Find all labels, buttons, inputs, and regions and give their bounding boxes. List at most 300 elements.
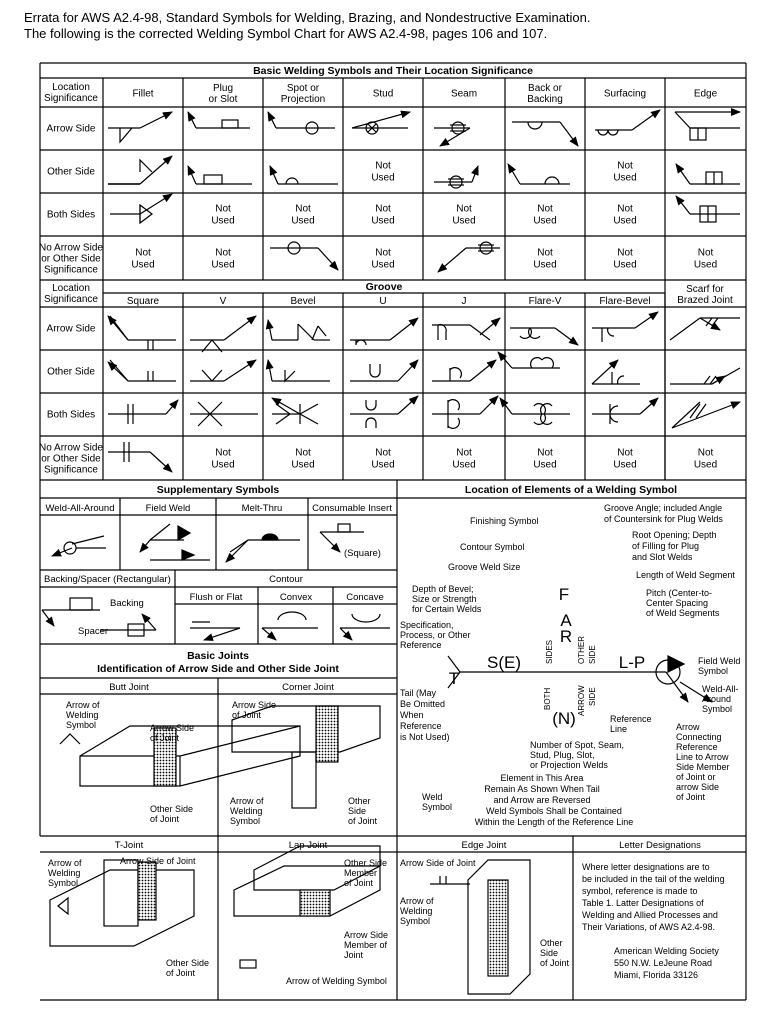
- reference-line: [470, 325, 490, 340]
- spacer-label: Spacer: [78, 626, 109, 637]
- groove-column-header: Flare-Bevel: [599, 296, 651, 307]
- not-used-label: Used: [613, 172, 637, 184]
- label: When: [400, 710, 424, 720]
- supplementary-header: Consumable Insert: [312, 503, 392, 514]
- backing-spacer-header: Backing/Spacer (Rectangular): [44, 574, 171, 585]
- letter-designations-title: Letter Designations: [619, 840, 701, 851]
- groove-row-label: Other Side: [47, 366, 95, 378]
- location-elements-title: Location of Elements of a Welding Symbol: [464, 484, 678, 496]
- label: Arrow Side of Joint: [400, 858, 476, 868]
- arrow: [676, 196, 690, 214]
- label: Reference: [400, 640, 442, 650]
- not-used-label: Not: [215, 203, 231, 215]
- arrow: [52, 548, 72, 556]
- errata-line-1: Errata for AWS A2.4-98, Standard Symbols for Welding, Brazing, and Nondestructive Examination.: [24, 10, 591, 25]
- label: Reference: [676, 742, 718, 752]
- basic-column-header: Projection: [280, 94, 326, 105]
- chart-text: [39, 65, 740, 986]
- groove-column-header: V: [219, 296, 227, 307]
- label: Arrow Side: [344, 930, 389, 940]
- basic-column-header: Spot or: [286, 83, 320, 94]
- label: Size or Strength: [412, 594, 477, 604]
- arrow: [438, 248, 466, 272]
- plug-other-side-icon: [204, 175, 222, 184]
- label: arrow Side: [676, 782, 720, 792]
- scarf-line: [712, 318, 718, 326]
- reference-line: [675, 112, 690, 128]
- label: of Joint: [344, 878, 374, 888]
- not-used-label: Used: [693, 259, 718, 271]
- groove-column-header: U: [379, 296, 387, 307]
- arrow: [676, 164, 690, 184]
- basic-column-header: Fillet: [132, 88, 154, 100]
- label: of Countersink for Plug Welds: [604, 514, 723, 524]
- not-used-label: Not: [215, 447, 231, 459]
- errata-line-2: The following is the corrected Welding Symbol Chart for AWS A2.4-98, pages 106 and 107.: [24, 26, 548, 41]
- label: Welding: [48, 868, 81, 878]
- arrow: [470, 360, 496, 381]
- label: A: [560, 611, 572, 630]
- arrow: [666, 672, 688, 702]
- reference-line: [72, 536, 104, 544]
- not-used-label: Not: [295, 203, 311, 215]
- label: of Joint: [150, 814, 180, 824]
- label: of Joint: [348, 816, 378, 826]
- arrow: [320, 532, 340, 552]
- arrow: [635, 312, 658, 328]
- basic-row-label: Both Sides: [46, 209, 96, 221]
- label: SIDE: [588, 645, 597, 664]
- arrow: [340, 628, 352, 640]
- label: Line: [610, 724, 628, 734]
- not-used-label: Used: [693, 459, 718, 471]
- not-used-label: Used: [452, 215, 476, 227]
- not-used-label: Not: [215, 247, 231, 259]
- not-used-label: Used: [371, 172, 395, 184]
- label: Center Spacing: [646, 598, 709, 608]
- not-used-label: Not: [617, 160, 633, 172]
- backing-label: Backing: [110, 598, 144, 609]
- not-used-label: Not: [375, 447, 391, 459]
- weld-all-around-icon: [64, 542, 76, 554]
- label: Remain As Shown When Tail: [484, 784, 600, 794]
- label: Specification,: [400, 620, 454, 630]
- label: Groove Weld Size: [448, 562, 521, 572]
- label: SIDES: [545, 639, 554, 664]
- square-note: (Square): [344, 548, 381, 559]
- label: of Joint: [232, 710, 262, 720]
- label: Symbol: [230, 816, 261, 826]
- v-groove-other-side-icon: [202, 370, 222, 381]
- label: Around: [702, 694, 732, 704]
- label: Tail (May: [400, 688, 437, 698]
- basic-column-header: Backing: [527, 94, 563, 105]
- flare-bevel-other-side-icon: [612, 372, 624, 384]
- label: Where letter designations are to: [582, 862, 710, 872]
- label: Connecting: [676, 732, 722, 742]
- not-used-label: Used: [371, 259, 395, 271]
- t-joint-title: T-Joint: [114, 840, 144, 851]
- bevel-groove-arrow-side-icon: [312, 326, 326, 340]
- not-used-label: Used: [613, 215, 637, 227]
- label: for Certain Welds: [412, 604, 482, 614]
- fillet-other-side-icon: [140, 160, 152, 172]
- label: Arrow of: [48, 858, 82, 868]
- label: and Arrow are Reversed: [493, 795, 591, 805]
- basic-column-header: Edge: [693, 88, 718, 100]
- label: symbol, reference is made to: [582, 886, 698, 896]
- arrow: [140, 156, 172, 184]
- groove-column-header: J: [461, 296, 467, 307]
- label: Symbol: [698, 666, 729, 676]
- reference-line: [672, 402, 700, 428]
- label: Pitch (Center-to-: [646, 588, 713, 598]
- convex-icon: [278, 612, 306, 620]
- label: is Not Used): [400, 732, 450, 742]
- backing-icon: [70, 598, 92, 610]
- label: F: [558, 585, 570, 604]
- label: Depth of Bevel;: [412, 584, 474, 594]
- label: S(E): [487, 653, 521, 672]
- arrow: [270, 166, 278, 184]
- arrow: [226, 540, 248, 562]
- label: Other: [348, 796, 371, 806]
- arrow: [500, 398, 512, 414]
- not-used-label: Used: [613, 259, 637, 271]
- concave-icon: [352, 614, 380, 622]
- basic-symbols-title: Basic Welding Symbols and Their Location Significance: [253, 65, 533, 77]
- flare-bevel-arrow-side-icon: [602, 328, 614, 342]
- backing-arrow-side-icon: [528, 122, 542, 129]
- arrow: [140, 540, 150, 552]
- label: Member of: [344, 940, 388, 950]
- label: Other Side: [150, 804, 194, 814]
- lap-joint-weld: [300, 890, 330, 916]
- arrow: [224, 360, 256, 381]
- not-used-label: Used: [131, 259, 155, 271]
- edge-joint-weld: [488, 880, 508, 976]
- butt-joint-edges: [80, 726, 300, 786]
- not-used-label: Not: [295, 447, 311, 459]
- label: of Joint: [540, 958, 570, 968]
- label: and Slot Welds: [632, 552, 693, 562]
- label: Line to Arrow: [676, 752, 729, 762]
- location-significance-header: Significance: [44, 93, 98, 104]
- label: Reference: [610, 714, 652, 724]
- label: Arrow Side: [232, 700, 277, 710]
- not-used-label: Not: [375, 160, 391, 172]
- arrow: [262, 628, 276, 640]
- label: Reference: [400, 721, 442, 731]
- edge-joint-title: Edge Joint: [461, 840, 507, 851]
- basic-joints-subtitle: Identification of Arrow Side and Other Side Joint: [97, 663, 339, 675]
- consumable-insert-icon: [338, 524, 350, 532]
- label: L-P: [618, 653, 646, 672]
- not-used-label: Not: [135, 247, 151, 259]
- arrow: [555, 328, 578, 345]
- not-used-label: Not: [537, 203, 553, 215]
- supplementary-title: Supplementary Symbols: [156, 484, 280, 496]
- label: BOTH: [543, 687, 552, 710]
- lap-joint-title: Lap Joint: [288, 840, 328, 851]
- contour-type: Flush or Flat: [189, 592, 243, 603]
- label: Finishing Symbol: [470, 516, 539, 526]
- label: Weld-All-: [702, 684, 739, 694]
- contour-type: Concave: [346, 592, 384, 603]
- corner-joint-vertical: [292, 752, 316, 808]
- arrow: [268, 360, 272, 381]
- groove-row-label: Significance: [44, 464, 98, 476]
- location-significance-header: Location: [52, 82, 90, 93]
- groove-column-header: Square: [126, 296, 160, 307]
- bevel-groove-other-side-icon: [285, 370, 295, 381]
- not-used-label: Used: [291, 215, 315, 227]
- not-used-label: Used: [371, 459, 395, 471]
- not-used-label: Used: [211, 459, 235, 471]
- label: Arrow: [676, 722, 700, 732]
- not-used-label: Not: [697, 247, 714, 259]
- label: Process, or Other: [400, 630, 471, 640]
- arrow: [150, 452, 172, 472]
- not-used-label: Not: [456, 447, 472, 459]
- label: Be Omitted: [400, 699, 446, 709]
- arrow: [480, 318, 500, 335]
- not-used-label: Used: [371, 215, 395, 227]
- arrow: [140, 194, 172, 214]
- arrow: [712, 376, 725, 384]
- not-used-label: Not: [375, 203, 391, 215]
- label: of Joint: [166, 968, 196, 978]
- basic-joints-title: Basic Joints: [187, 650, 249, 662]
- label: SIDE: [588, 687, 597, 706]
- supplementary-header: Field Weld: [145, 503, 191, 514]
- label: Stud, Plug, Slot,: [530, 750, 595, 760]
- j-groove-arrow-side-icon: [438, 325, 446, 340]
- arrow: [352, 112, 410, 128]
- label: of Joint: [676, 792, 706, 802]
- not-used-label: Not: [697, 447, 714, 459]
- basic-column-header: or Slot: [208, 94, 238, 105]
- label: 550 N.W. LeJeune Road: [614, 958, 713, 968]
- arrow: [480, 396, 498, 414]
- not-used-label: Used: [211, 259, 235, 271]
- label: Symbol: [48, 878, 79, 888]
- label: Arrow Side of Joint: [120, 856, 196, 866]
- butt-joint-title: Butt Joint: [109, 682, 149, 693]
- label: Contour Symbol: [460, 542, 525, 552]
- label: Symbol: [66, 720, 97, 730]
- groove-column-header: Bevel: [290, 296, 316, 307]
- not-used-label: Not: [537, 247, 553, 259]
- not-used-label: Used: [291, 459, 315, 471]
- label: Root Opening; Depth: [632, 530, 717, 540]
- basic-row-label: Significance: [44, 264, 98, 276]
- groove-row-label: Arrow Side: [46, 323, 96, 335]
- label: Element in This Area: [500, 773, 584, 783]
- arrow: [188, 166, 196, 184]
- label: Welding: [66, 710, 99, 720]
- backing-other-side-icon: [545, 177, 559, 184]
- label: Side: [348, 806, 367, 816]
- supplementary-header: Melt-Thru: [241, 503, 283, 514]
- fillet-arrow-side-icon: [120, 128, 132, 142]
- t-joint-arrow: [58, 898, 68, 914]
- groove-row-label: No Arrow Side: [39, 442, 103, 454]
- label: of Weld Segments: [646, 608, 720, 618]
- not-used-label: Used: [533, 459, 557, 471]
- label: Weld Symbols Shall be Contained: [486, 806, 622, 816]
- lap-joint-arrow-symbol: [240, 960, 256, 968]
- not-used-label: Used: [533, 259, 557, 271]
- arrow: [398, 360, 418, 381]
- supplementary-header: Weld-All-Around: [45, 503, 115, 514]
- arrow: [398, 396, 418, 414]
- not-used-label: Not: [537, 447, 553, 459]
- field-weld-symbol-icon: [668, 656, 684, 672]
- arrow: [108, 362, 128, 381]
- arrow: [592, 360, 618, 384]
- flare-v-other-side-icon: [531, 358, 554, 368]
- arrow: [268, 112, 276, 128]
- not-used-label: Used: [613, 459, 637, 471]
- not-used-label: Not: [456, 203, 472, 215]
- not-used-label: Used: [533, 215, 557, 227]
- u-groove-arrow-side-icon: [356, 340, 366, 345]
- not-used-label: Not: [375, 247, 391, 259]
- basic-column-header: Seam: [450, 88, 478, 100]
- arrow: [42, 610, 54, 626]
- label: Side: [540, 948, 559, 958]
- label: Symbol: [702, 704, 733, 714]
- plug-arrow-side-icon: [222, 120, 238, 128]
- arrow: [188, 112, 196, 128]
- corner-joint-title: Corner Joint: [282, 682, 334, 693]
- label: Joint: [344, 950, 364, 960]
- reference-line: [298, 324, 314, 340]
- label: Symbol: [400, 916, 431, 926]
- arrow: [472, 166, 478, 182]
- label: R: [559, 627, 573, 646]
- not-used-label: Not: [617, 247, 633, 259]
- scarf-header: Scarf for: [686, 284, 724, 295]
- label: T: [448, 669, 460, 688]
- label: Other Side: [166, 958, 210, 968]
- arrow: [508, 164, 520, 184]
- label: Arrow Side: [150, 723, 195, 733]
- label: or Projection Welds: [530, 760, 608, 770]
- label: ARROW: [577, 685, 586, 716]
- contour-type: Convex: [279, 592, 313, 603]
- arrow: [204, 628, 240, 640]
- arrow: [318, 248, 338, 270]
- label: of Joint or: [676, 772, 716, 782]
- scarf-line: [704, 376, 710, 384]
- field-weld-flag-icon: [182, 550, 194, 560]
- t-joint-weld: [138, 862, 156, 920]
- reference-line: [150, 524, 170, 540]
- basic-column-header: Stud: [372, 88, 394, 100]
- label: Side Member: [676, 762, 730, 772]
- field-weld-flag-icon: [178, 526, 190, 540]
- reference-line: [300, 404, 318, 414]
- label: Field Weld: [698, 656, 741, 666]
- arrow: [390, 318, 418, 340]
- arrow: [140, 112, 172, 128]
- label: American Welding Society: [614, 946, 719, 956]
- basic-row-label: Other Side: [47, 166, 95, 178]
- spot-other-side-icon: [286, 178, 298, 184]
- location-significance-header: Significance: [44, 294, 98, 305]
- not-used-label: Not: [617, 203, 633, 215]
- reference-line: [300, 414, 318, 424]
- label: Arrow of: [66, 700, 100, 710]
- groove-row-label: or Other Side: [41, 453, 101, 465]
- corner-joint-weld: [316, 706, 338, 762]
- label: Arrow of Welding Symbol: [286, 976, 387, 986]
- surfacing-arrow-side-icon: [598, 130, 618, 135]
- arrow: [672, 402, 740, 428]
- j-groove-other-side-icon: [450, 368, 461, 381]
- label: Arrow of: [400, 896, 434, 906]
- label: Number of Spot, Seam,: [530, 740, 625, 750]
- label: Miami, Florida 33126: [614, 970, 699, 980]
- groove-title: Groove: [365, 281, 403, 293]
- scarf-header: Brazed Joint: [677, 295, 733, 306]
- label: Weld: [422, 792, 443, 802]
- melt-thru-icon: [262, 534, 278, 540]
- basic-row-label: Arrow Side: [46, 123, 96, 135]
- label: Symbol: [422, 802, 453, 812]
- arrow: [224, 316, 256, 340]
- label: be included in the tail of the welding: [582, 874, 725, 884]
- label: Other: [540, 938, 563, 948]
- arrow: [632, 110, 660, 130]
- label: Other Side: [344, 858, 388, 868]
- basic-row-label: No Arrow Side: [39, 242, 103, 254]
- arrow: [108, 316, 128, 340]
- label: Their Variations, of AWS A2.4-98.: [582, 922, 716, 932]
- label: of Joint: [150, 733, 180, 743]
- label: Arrow of: [230, 796, 264, 806]
- not-used-label: Not: [617, 447, 633, 459]
- basic-row-label: or Other Side: [41, 253, 101, 265]
- butt-arrow-symbol: [60, 734, 80, 744]
- basic-column-header: Plug: [212, 83, 234, 94]
- reference-line: [230, 540, 248, 552]
- label: Length of Weld Segment: [636, 570, 735, 580]
- contour-header: Contour: [269, 574, 303, 585]
- label: (N): [552, 709, 576, 728]
- arrow: [640, 398, 658, 414]
- arrow: [560, 122, 578, 146]
- not-used-label: Used: [452, 459, 476, 471]
- basic-column-header: Surfacing: [603, 88, 647, 100]
- reference-line: [670, 318, 700, 340]
- label: OTHER: [577, 636, 586, 664]
- label: of Filling for Plug: [632, 541, 700, 551]
- flare-v-arrow-side-icon: [520, 328, 540, 338]
- label: Member: [344, 868, 378, 878]
- arrow: [268, 320, 272, 340]
- label: Groove Angle; included Angle: [604, 503, 723, 513]
- groove-column-header: Flare-V: [528, 296, 562, 307]
- arrow: [166, 400, 178, 414]
- basic-column-header: Back or: [528, 83, 562, 94]
- groove-row-label: Both Sides: [46, 409, 96, 421]
- location-significance-header: Location: [52, 283, 90, 294]
- label: Table 1. Latter Designations of: [582, 898, 704, 908]
- label: Welding: [230, 806, 263, 816]
